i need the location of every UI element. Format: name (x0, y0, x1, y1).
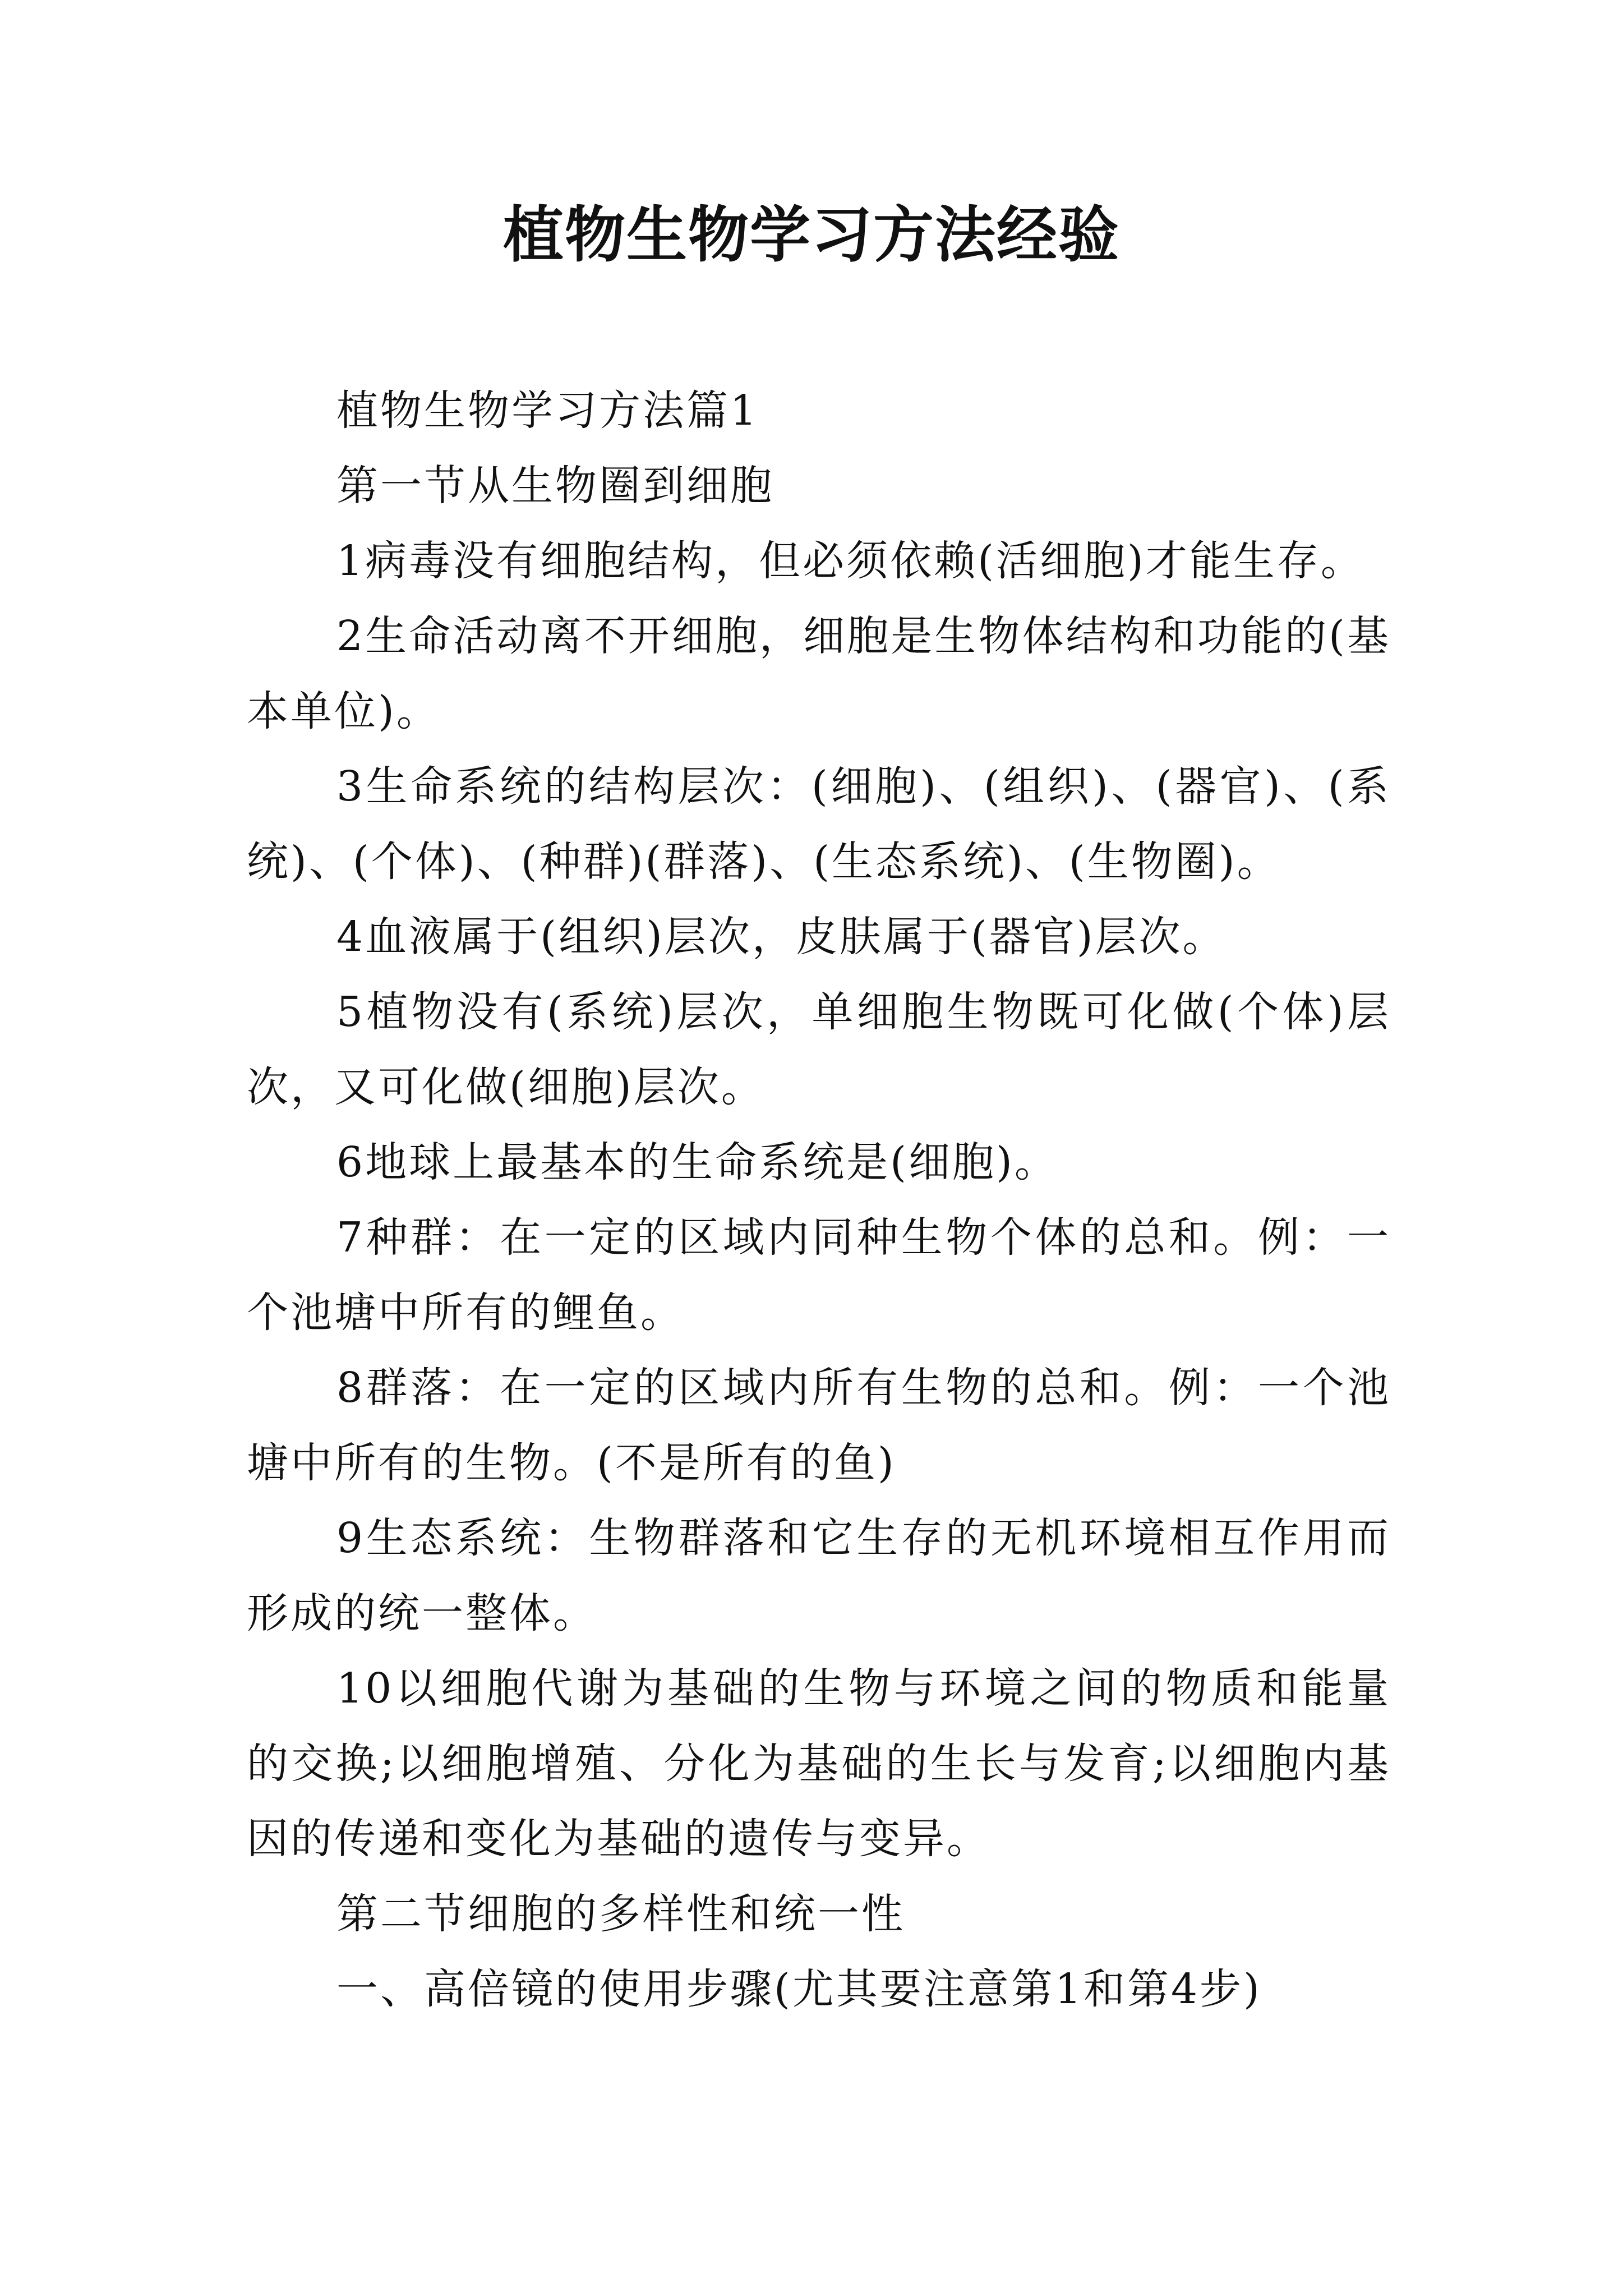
paragraph: 8群落：在一定的区域内所有生物的总和。例：一个池塘中所有的生物。(不是所有的鱼) (247, 1364, 1391, 1487)
paragraph: 10以细胞代谢为基础的生物与环境之间的物质和能量的交换;以细胞增殖、分化为基础的生长与发育;以细胞内基因的传递和变化为基础的遗传与变异。 (247, 1664, 1391, 1863)
paragraph: 5植物没有(系统)层次，单细胞生物既可化做(个体)层次，又可化做(细胞)层次。 (247, 988, 1391, 1111)
paragraph: 植物生物学习方法篇1 (336, 386, 759, 435)
document-title: 植物生物学习方法经验 (502, 200, 1120, 270)
paragraph: 3生命系统的结构层次：(细胞)、(组织)、(器官)、(系统)、(个体)、(种群)(群落)、(生态系统)、(生物圈)。 (247, 762, 1391, 886)
paragraph: 2生命活动离不开细胞，细胞是生物体结构和功能的(基本单位)。 (247, 612, 1391, 735)
paragraph: 6地球上最基本的生命系统是(细胞)。 (336, 1138, 1058, 1186)
document-body (247, 373, 1391, 2027)
paragraph: 4血液属于(组织)层次，皮肤属于(器官)层次。 (336, 913, 1227, 961)
section-heading: 第二节细胞的多样性和统一性 (336, 1890, 905, 1938)
paragraph: 一、高倍镜的使用步骤(尤其要注意第1和第4步) (336, 1965, 1262, 2013)
paragraph: 1病毒没有细胞结构，但必须依赖(活细胞)才能生存。 (336, 537, 1364, 585)
paragraph: 7种群：在一定的区域内同种生物个体的总和。例：一个池塘中所有的鲤鱼。 (247, 1213, 1391, 1337)
section-heading: 第一节从生物圈到细胞 (336, 462, 774, 510)
paragraph: 9生态系统：生物群落和它生存的无机环境相互作用而形成的统一整体。 (247, 1514, 1391, 1637)
